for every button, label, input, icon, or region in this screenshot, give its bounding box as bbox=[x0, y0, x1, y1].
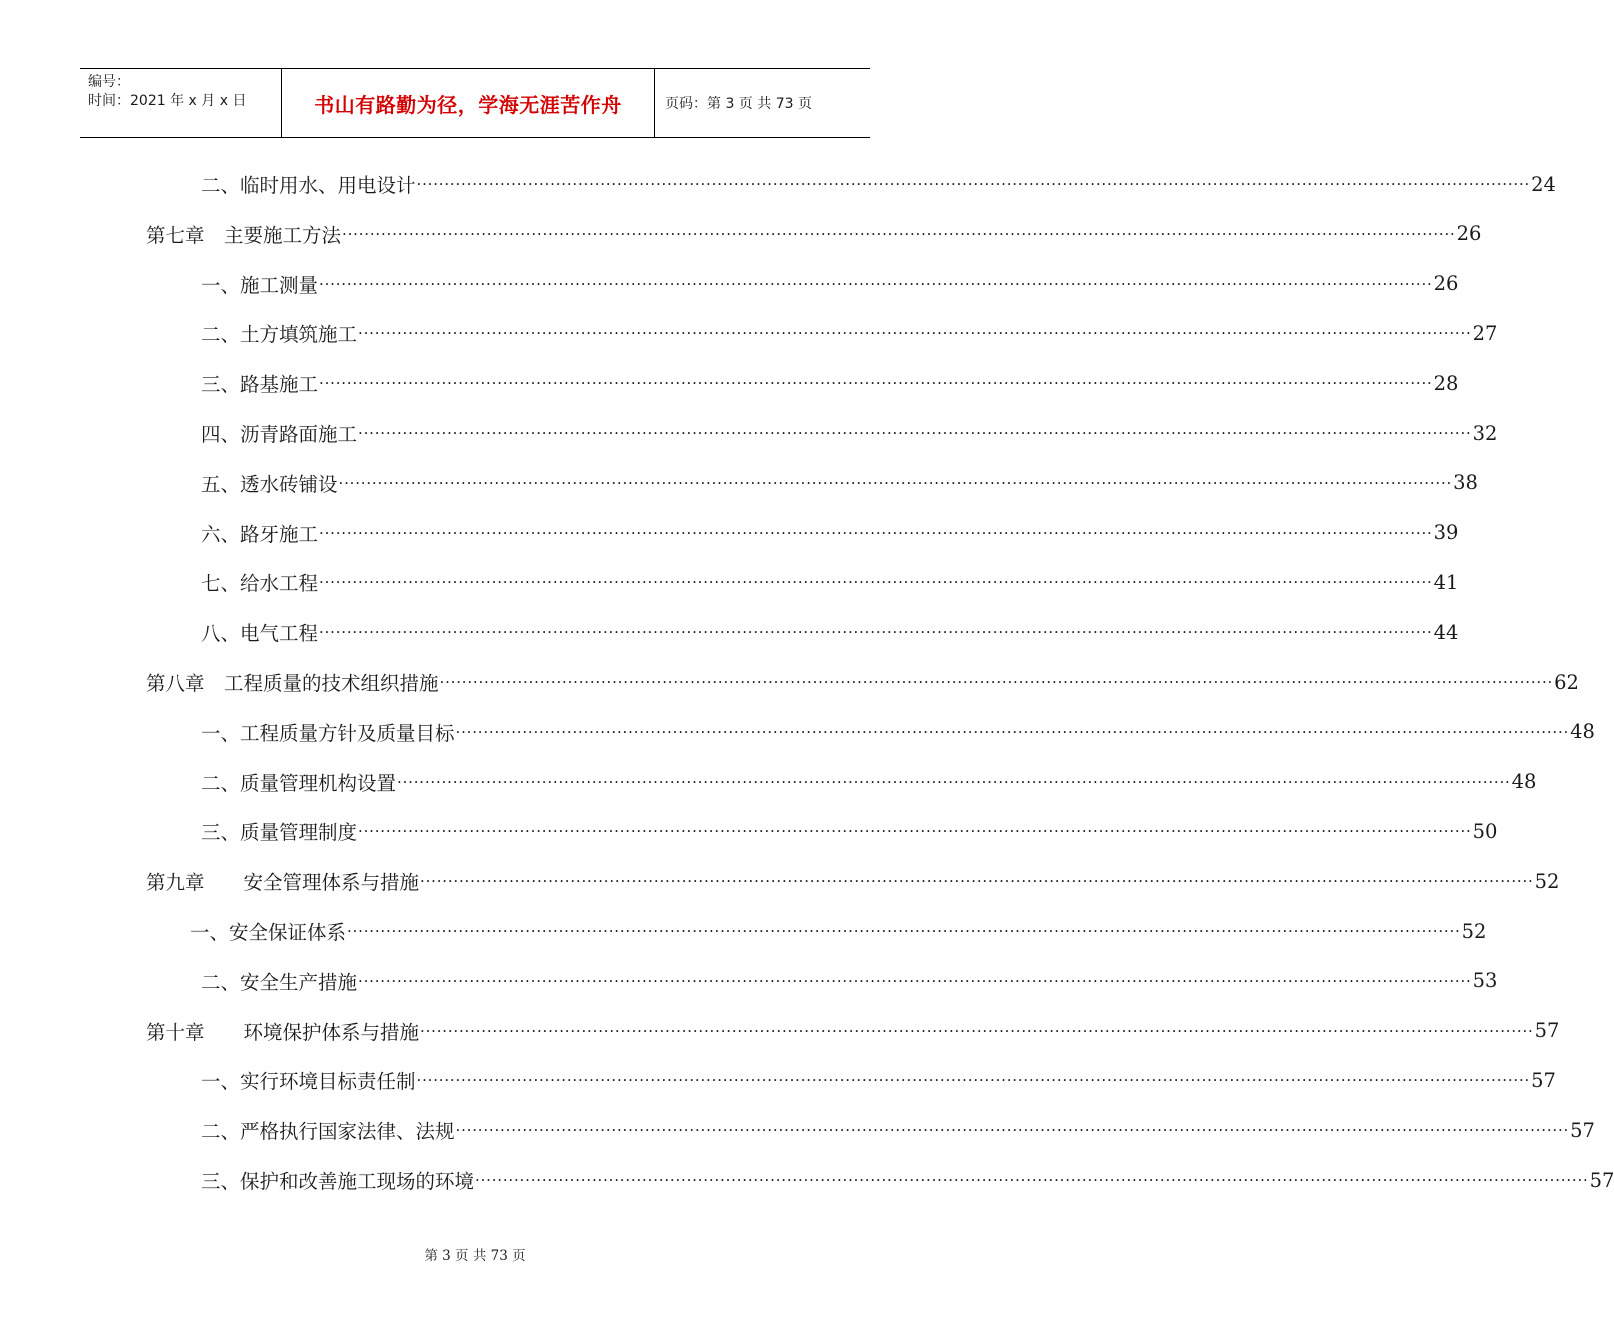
toc-entry-page: 52 bbox=[1534, 869, 1560, 893]
document-time-label: 时间：2021 年 x 月 x 日 bbox=[88, 93, 247, 109]
toc-entry-page: 50 bbox=[1472, 819, 1498, 843]
toc-dot-leader: ········································································································································································································ bbox=[439, 673, 1554, 691]
toc-entry-page: 39 bbox=[1433, 521, 1459, 545]
toc-entry-page: 57 bbox=[1534, 1019, 1560, 1043]
toc-entry-title: 二、土方填筑施工 bbox=[201, 323, 358, 347]
toc-entry-title: 三、保护和改善施工现场的环境 bbox=[201, 1170, 475, 1193]
toc-dot-leader: ········································································································································································································ bbox=[416, 175, 1531, 193]
toc-entry-title: 二、质量管理机构设置 bbox=[201, 771, 397, 795]
toc-entry-page: 53 bbox=[1472, 969, 1498, 993]
toc-dot-leader: ········································································································································································································ bbox=[319, 274, 1433, 293]
toc-entry[interactable] bbox=[201, 1110, 1595, 1150]
toc-entry-title: 六、路牙施工 bbox=[201, 522, 319, 546]
toc-dot-leader: ········································································································································································································ bbox=[319, 374, 1433, 393]
toc-entry-page: 32 bbox=[1472, 421, 1498, 445]
page-header bbox=[80, 68, 870, 138]
toc-entry-title: 第九章 安全管理体系与措施 bbox=[146, 871, 420, 895]
toc-dot-leader: ········································································································································································································ bbox=[319, 523, 1433, 542]
toc-entry[interactable] bbox=[201, 513, 1459, 553]
toc-dot-leader: ········································································································································································································ bbox=[319, 573, 1433, 592]
toc-dot-leader: ········································································································································································································ bbox=[319, 623, 1433, 642]
toc-dot-leader: ········································································································································································································ bbox=[475, 1171, 1589, 1189]
toc-dot-leader: ········································································································································································································ bbox=[358, 822, 1472, 841]
toc-entry-title: 第八章 工程质量的技术组织措施 bbox=[146, 672, 439, 695]
toc-entry[interactable] bbox=[201, 811, 1498, 851]
toc-entry[interactable] bbox=[201, 612, 1459, 652]
toc-entry-page: 57 bbox=[1531, 1068, 1556, 1092]
toc-entry-title: 一、工程质量方针及质量目标 bbox=[201, 721, 455, 745]
toc-entry-title: 八、电气工程 bbox=[201, 622, 319, 646]
toc-dot-leader: ········································································································································································································ bbox=[358, 424, 1472, 442]
toc-dot-leader: ········································································································································································································ bbox=[338, 473, 1453, 492]
toc-entry-title: 七、给水工程 bbox=[201, 572, 319, 596]
toc-dot-leader: ········································································································································································································ bbox=[358, 324, 1472, 343]
toc-entry-page: 41 bbox=[1433, 570, 1459, 594]
toc-entry[interactable] bbox=[201, 164, 1556, 204]
header-motto: 书山有路勤为径，学海无涯苦作舟 bbox=[282, 69, 655, 137]
toc-dot-leader: ········································································································································································································ bbox=[420, 872, 1534, 891]
toc-entry-title: 二、严格执行国家法律、法规 bbox=[201, 1120, 455, 1144]
header-meta-cell bbox=[80, 69, 282, 137]
toc-entry[interactable] bbox=[201, 762, 1537, 802]
header-page-info: 页码：第 3 页 共 73 页 bbox=[665, 96, 812, 112]
toc-entry[interactable] bbox=[201, 712, 1595, 752]
toc-entry-title: 一、实行环境目标责任制 bbox=[201, 1070, 416, 1094]
toc-entry-page: 57 bbox=[1570, 1118, 1595, 1142]
toc-entry[interactable] bbox=[201, 264, 1459, 304]
toc-entry-page: 38 bbox=[1453, 471, 1478, 495]
toc-entry-page: 48 bbox=[1570, 720, 1595, 744]
toc-entry-page: 28 bbox=[1433, 371, 1459, 395]
toc-dot-leader: ········································································································································································································ bbox=[358, 971, 1472, 990]
toc-entry-title: 第十章 环境保护体系与措施 bbox=[146, 1020, 420, 1044]
toc-dot-leader: ········································································································································································································ bbox=[455, 722, 1570, 741]
toc-entry-page: 26 bbox=[1433, 272, 1459, 296]
toc-entry-title: 二、安全生产措施 bbox=[201, 970, 358, 994]
toc-dot-leader: ········································································································································································································ bbox=[342, 224, 1456, 243]
toc-entry-title: 五、透水砖铺设 bbox=[201, 472, 338, 496]
toc-dot-leader: ········································································································································································································ bbox=[397, 772, 1511, 791]
toc-entry-page: 44 bbox=[1433, 620, 1459, 644]
toc-entry-page: 27 bbox=[1472, 321, 1498, 345]
toc-entry-page: 48 bbox=[1511, 770, 1537, 794]
toc-dot-leader: ········································································································································································································ bbox=[416, 1071, 1531, 1090]
toc-entry[interactable] bbox=[146, 214, 1482, 254]
toc-entry-page: 24 bbox=[1531, 172, 1556, 196]
toc-entry[interactable] bbox=[146, 861, 1560, 901]
toc-entry-title: 一、安全保证体系 bbox=[190, 921, 347, 944]
toc-entry[interactable] bbox=[146, 1011, 1560, 1051]
toc-dot-leader: ········································································································································································································ bbox=[420, 1021, 1534, 1040]
toc-entry-title: 四、沥青路面施工 bbox=[201, 423, 358, 446]
page-footer: 第 3 页 共 73 页 bbox=[424, 1248, 526, 1264]
toc-entry-page: 57 bbox=[1589, 1168, 1614, 1192]
toc-entry[interactable] bbox=[201, 313, 1498, 353]
document-number-label: 编号： bbox=[88, 74, 130, 90]
toc-entry-page: 52 bbox=[1461, 919, 1487, 943]
toc-entry-page: 26 bbox=[1456, 222, 1482, 246]
toc-entry-page: 62 bbox=[1554, 670, 1579, 694]
toc-entry-title: 第七章 主要施工方法 bbox=[146, 223, 342, 247]
toc-entry[interactable] bbox=[201, 961, 1498, 1001]
toc-entry[interactable] bbox=[201, 413, 1498, 453]
toc-entry-title: 三、路基施工 bbox=[201, 373, 319, 397]
toc-entry-title: 三、质量管理制度 bbox=[201, 821, 358, 845]
toc-entry[interactable] bbox=[201, 1160, 1614, 1200]
toc-entry[interactable] bbox=[146, 662, 1579, 702]
toc-entry[interactable] bbox=[201, 562, 1459, 602]
toc-dot-leader: ········································································································································································································ bbox=[347, 922, 1461, 940]
toc-dot-leader: ········································································································································································································ bbox=[455, 1121, 1570, 1140]
toc-entry[interactable] bbox=[190, 911, 1487, 951]
toc-entry-title: 一、施工测量 bbox=[201, 273, 319, 297]
toc-entry[interactable] bbox=[201, 1060, 1556, 1100]
toc-entry-title: 二、临时用水、用电设计 bbox=[201, 174, 416, 197]
toc-entry[interactable] bbox=[201, 363, 1459, 403]
toc-entry[interactable] bbox=[201, 463, 1478, 503]
